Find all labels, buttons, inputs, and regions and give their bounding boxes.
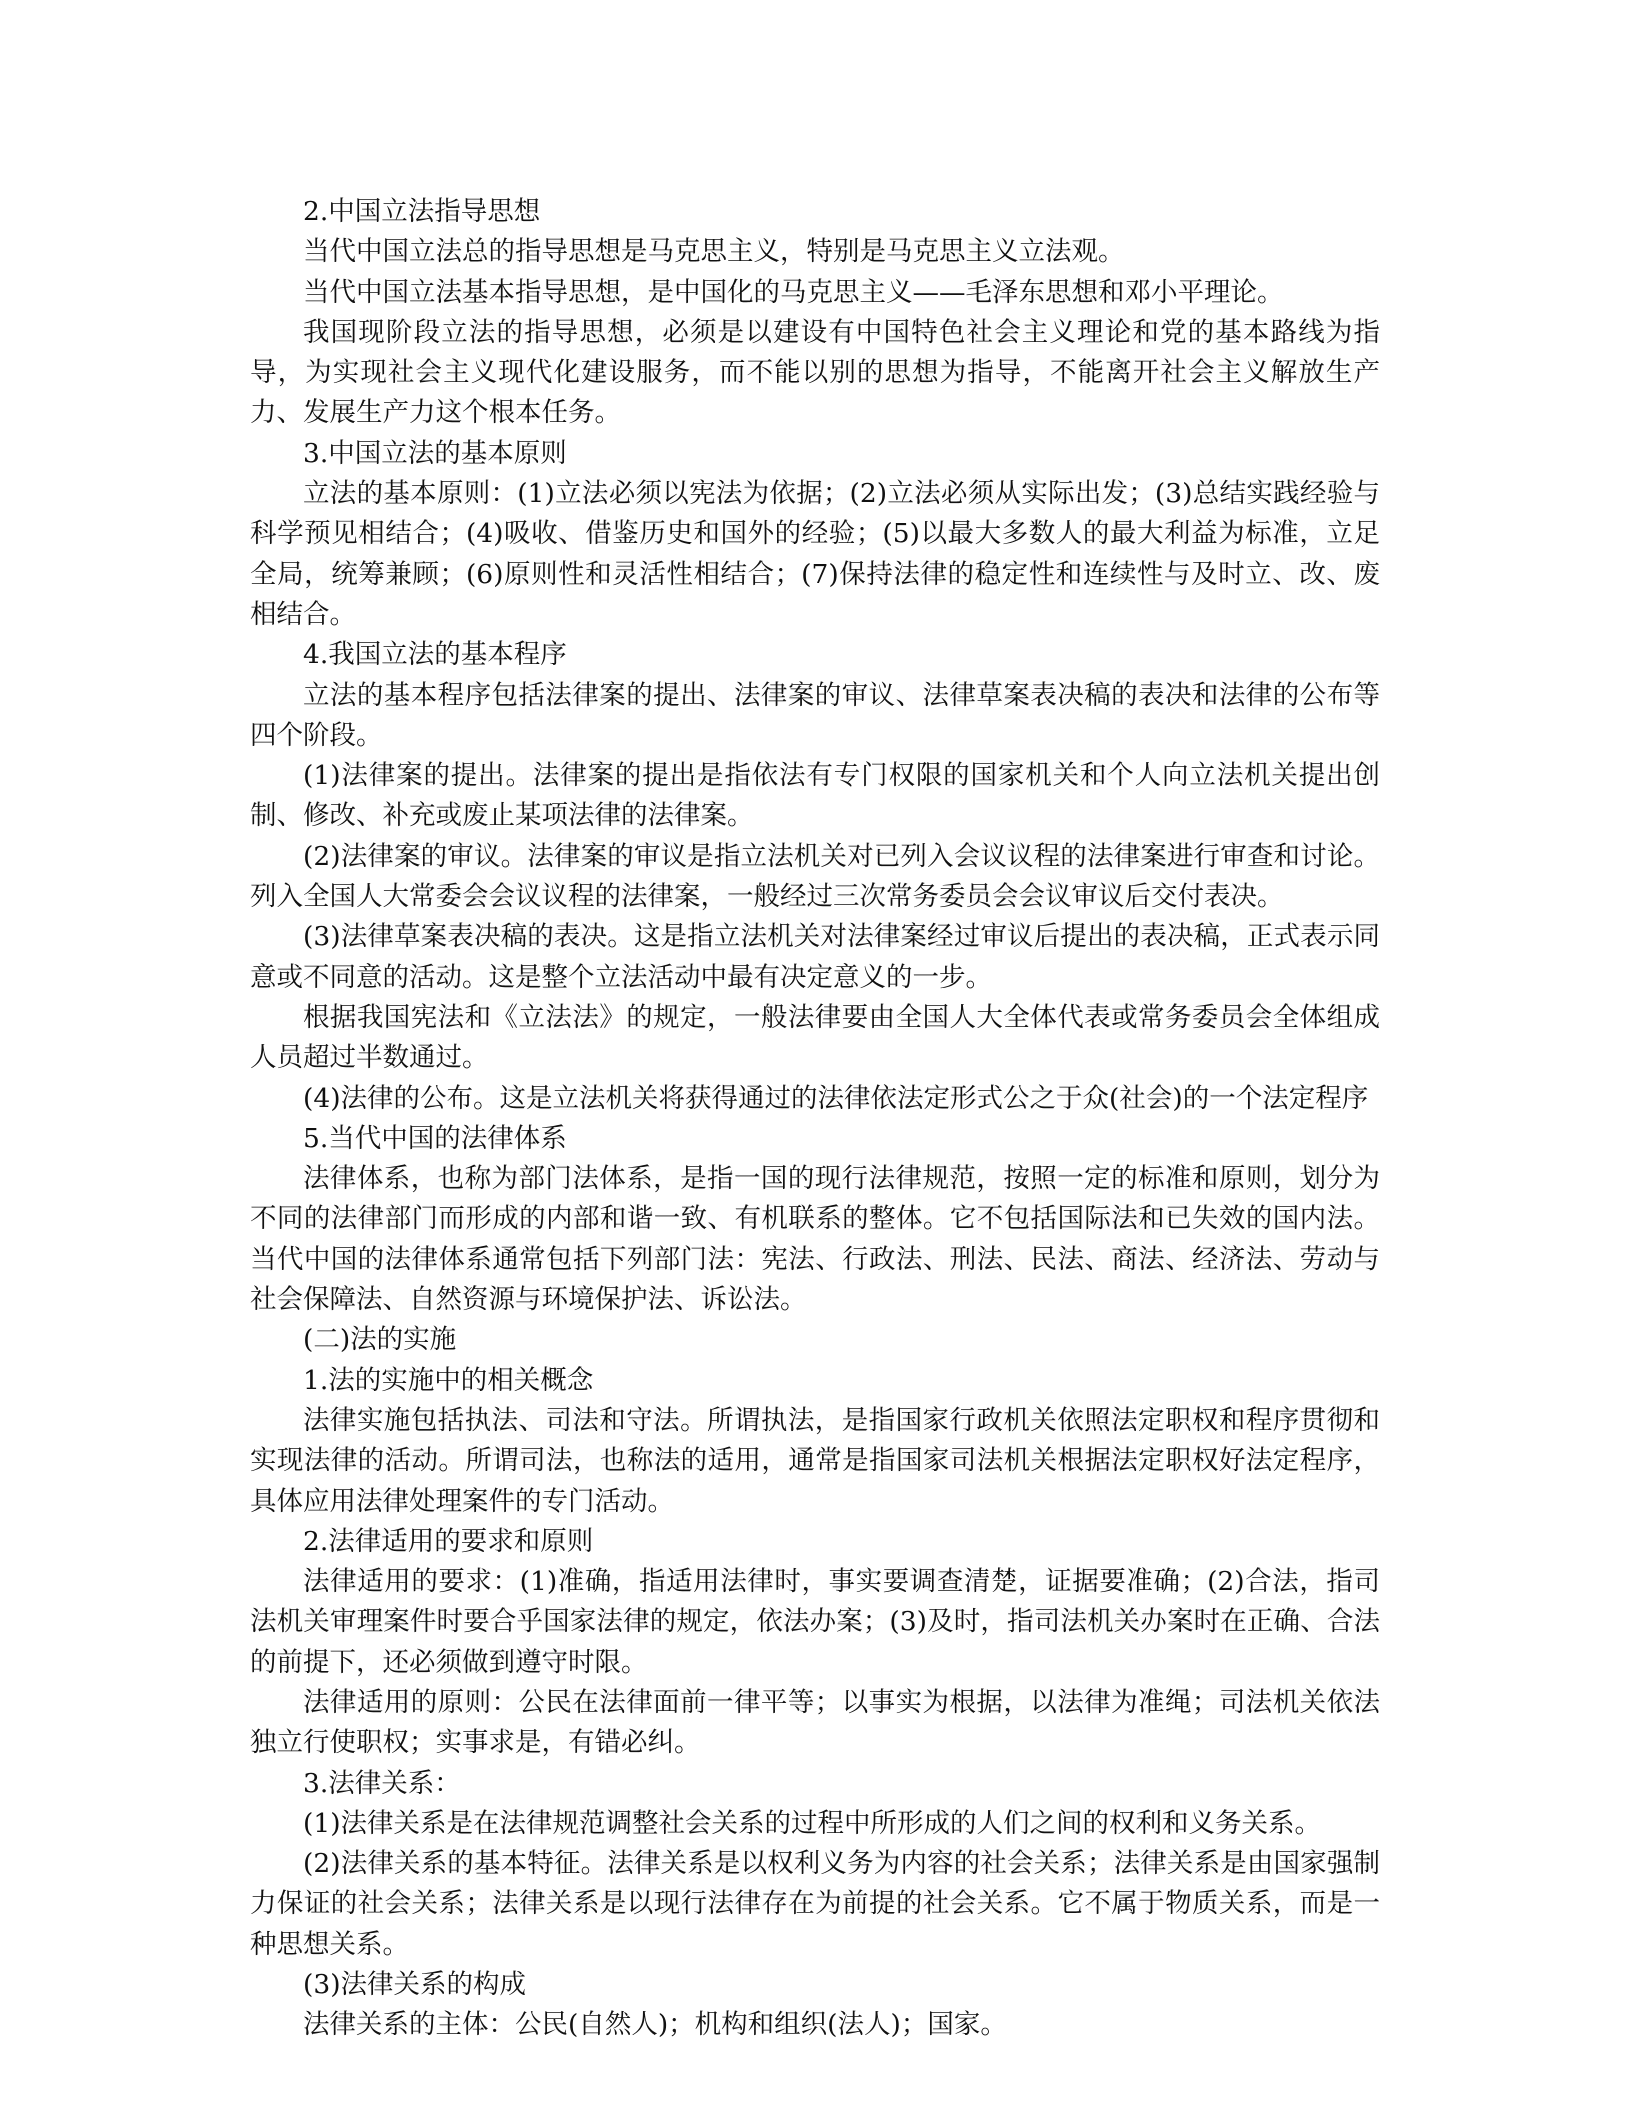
heading-legislative-guiding-thought: 2.中国立法指导思想 [303, 196, 541, 227]
paragraph: 法律关系的主体：公民(自然人)；机构和组织(法人)；国家。 [303, 2009, 1007, 2041]
paragraph: 法律适用的原则：公民在法律面前一律平等；以事实为根据，以法律为准绳；司法机关依法独立行使职权；实事求是，有错必纠。 [250, 1686, 1380, 1759]
paragraph: 当代中国立法基本指导思想，是中国化的马克思主义——毛泽东思想和邓小平理论。 [303, 276, 1284, 308]
heading-implementation-of-law: (二)法的实施 [303, 1324, 457, 1356]
paragraph: 立法的基本原则：(1)立法必须以宪法为依据；(2)立法必须从实际出发；(3)总结实践经验与科学预见相结合；(4)吸收、借鉴历史和国外的经验；(5)以最大多数人的最大利益为标准，立足全局，统筹兼顾；(6)原则性和灵活性相结合；(7)保持法律的稳定性和连续性与及时立、改、废相结合。 [250, 478, 1380, 630]
heading-application-requirements: 2.法律适用的要求和原则 [303, 1525, 594, 1557]
heading-implementation-concepts: 1.法的实施中的相关概念 [303, 1364, 594, 1396]
paragraph: 立法的基本程序包括法律案的提出、法律案的审议、法律草案表决稿的表决和法律的公布等四个阶段。 [250, 679, 1380, 751]
paragraph: (4)法律的公布。这是立法机关将获得通过的法律依法定形式公之于众(社会)的一个法定程序 [303, 1082, 1369, 1114]
document-page [250, 192, 1380, 2046]
paragraph: 我国现阶段立法的指导思想，必须是以建设有中国特色社会主义理论和党的基本路线为指导，为实现社会主义现代化建设服务，而不能以别的思想为指导，不能离开社会主义解放生产力、发展生产力这个根本任务。 [250, 316, 1380, 429]
paragraph: (2)法律案的审议。法律案的审议是指立法机关对已列入会议议程的法律案进行审查和讨论。列入全国人大常委会会议议程的法律案，一般经过三次常务委员会会议审议后交付表决。 [250, 840, 1380, 913]
paragraph: 法律体系，也称为部门法体系，是指一国的现行法律规范，按照一定的标准和原则，划分为不同的法律部门而形成的内部和谐一致、有机联系的整体。它不包括国际法和已失效的国内法。当代中国的法律体系通常包括下列部门法：宪法、行政法、刑法、民法、商法、经济法、劳动与社会保障法、自然资源与环境保护法、诉讼法。 [250, 1163, 1380, 1316]
paragraph: (1)法律关系是在法律规范调整社会关系的过程中所形成的人们之间的权利和义务关系。 [303, 1807, 1322, 1839]
paragraph: (1)法律案的提出。法律案的提出是指依法有专门权限的国家机关和个人向立法机关提出创制、修改、补充或废止某项法律的法律案。 [250, 760, 1380, 832]
paragraph: (3)法律草案表决稿的表决。这是指立法机关对法律案经过审议后提出的表决稿，正式表示同意或不同意的活动。这是整个立法活动中最有决定意义的一步。 [250, 921, 1380, 993]
heading-legislative-principles: 3.中国立法的基本原则 [303, 437, 567, 469]
heading-legal-relations: 3.法律关系： [303, 1767, 461, 1799]
heading-legislative-procedure: 4.我国立法的基本程序 [303, 639, 567, 671]
paragraph: 法律实施包括执法、司法和守法。所谓执法，是指国家行政机关依照法定职权和程序贯彻和实现法律的活动。所谓司法，也称法的适用，通常是指国家司法机关根据法定职权好法定程序，具体应用法律处理案件的专门活动。 [250, 1404, 1380, 1517]
paragraph: 法律适用的要求：(1)准确，指适用法律时，事实要调查清楚，证据要准确；(2)合法，指司法机关审理案件时要合乎国家法律的规定，依法办案；(3)及时，指司法机关办案时在正确、合法的前提下，还必须做到遵守时限。 [250, 1566, 1380, 1678]
paragraph: (3)法律关系的构成 [303, 1969, 527, 2001]
paragraph: 当代中国立法总的指导思想是马克思主义，特别是马克思主义立法观。 [303, 236, 1125, 268]
paragraph: (2)法律关系的基本特征。法律关系是以权利义务为内容的社会关系；法律关系是由国家强制力保证的社会关系；法律关系是以现行法律存在为前提的社会关系。它不属于物质关系，而是一种思想关系。 [250, 1848, 1380, 1960]
paragraph: 根据我国宪法和《立法法》的规定，一般法律要由全国人大全体代表或常务委员会全体组成人员超过半数通过。 [250, 1001, 1380, 1074]
heading-legal-system: 5.当代中国的法律体系 [303, 1122, 567, 1154]
